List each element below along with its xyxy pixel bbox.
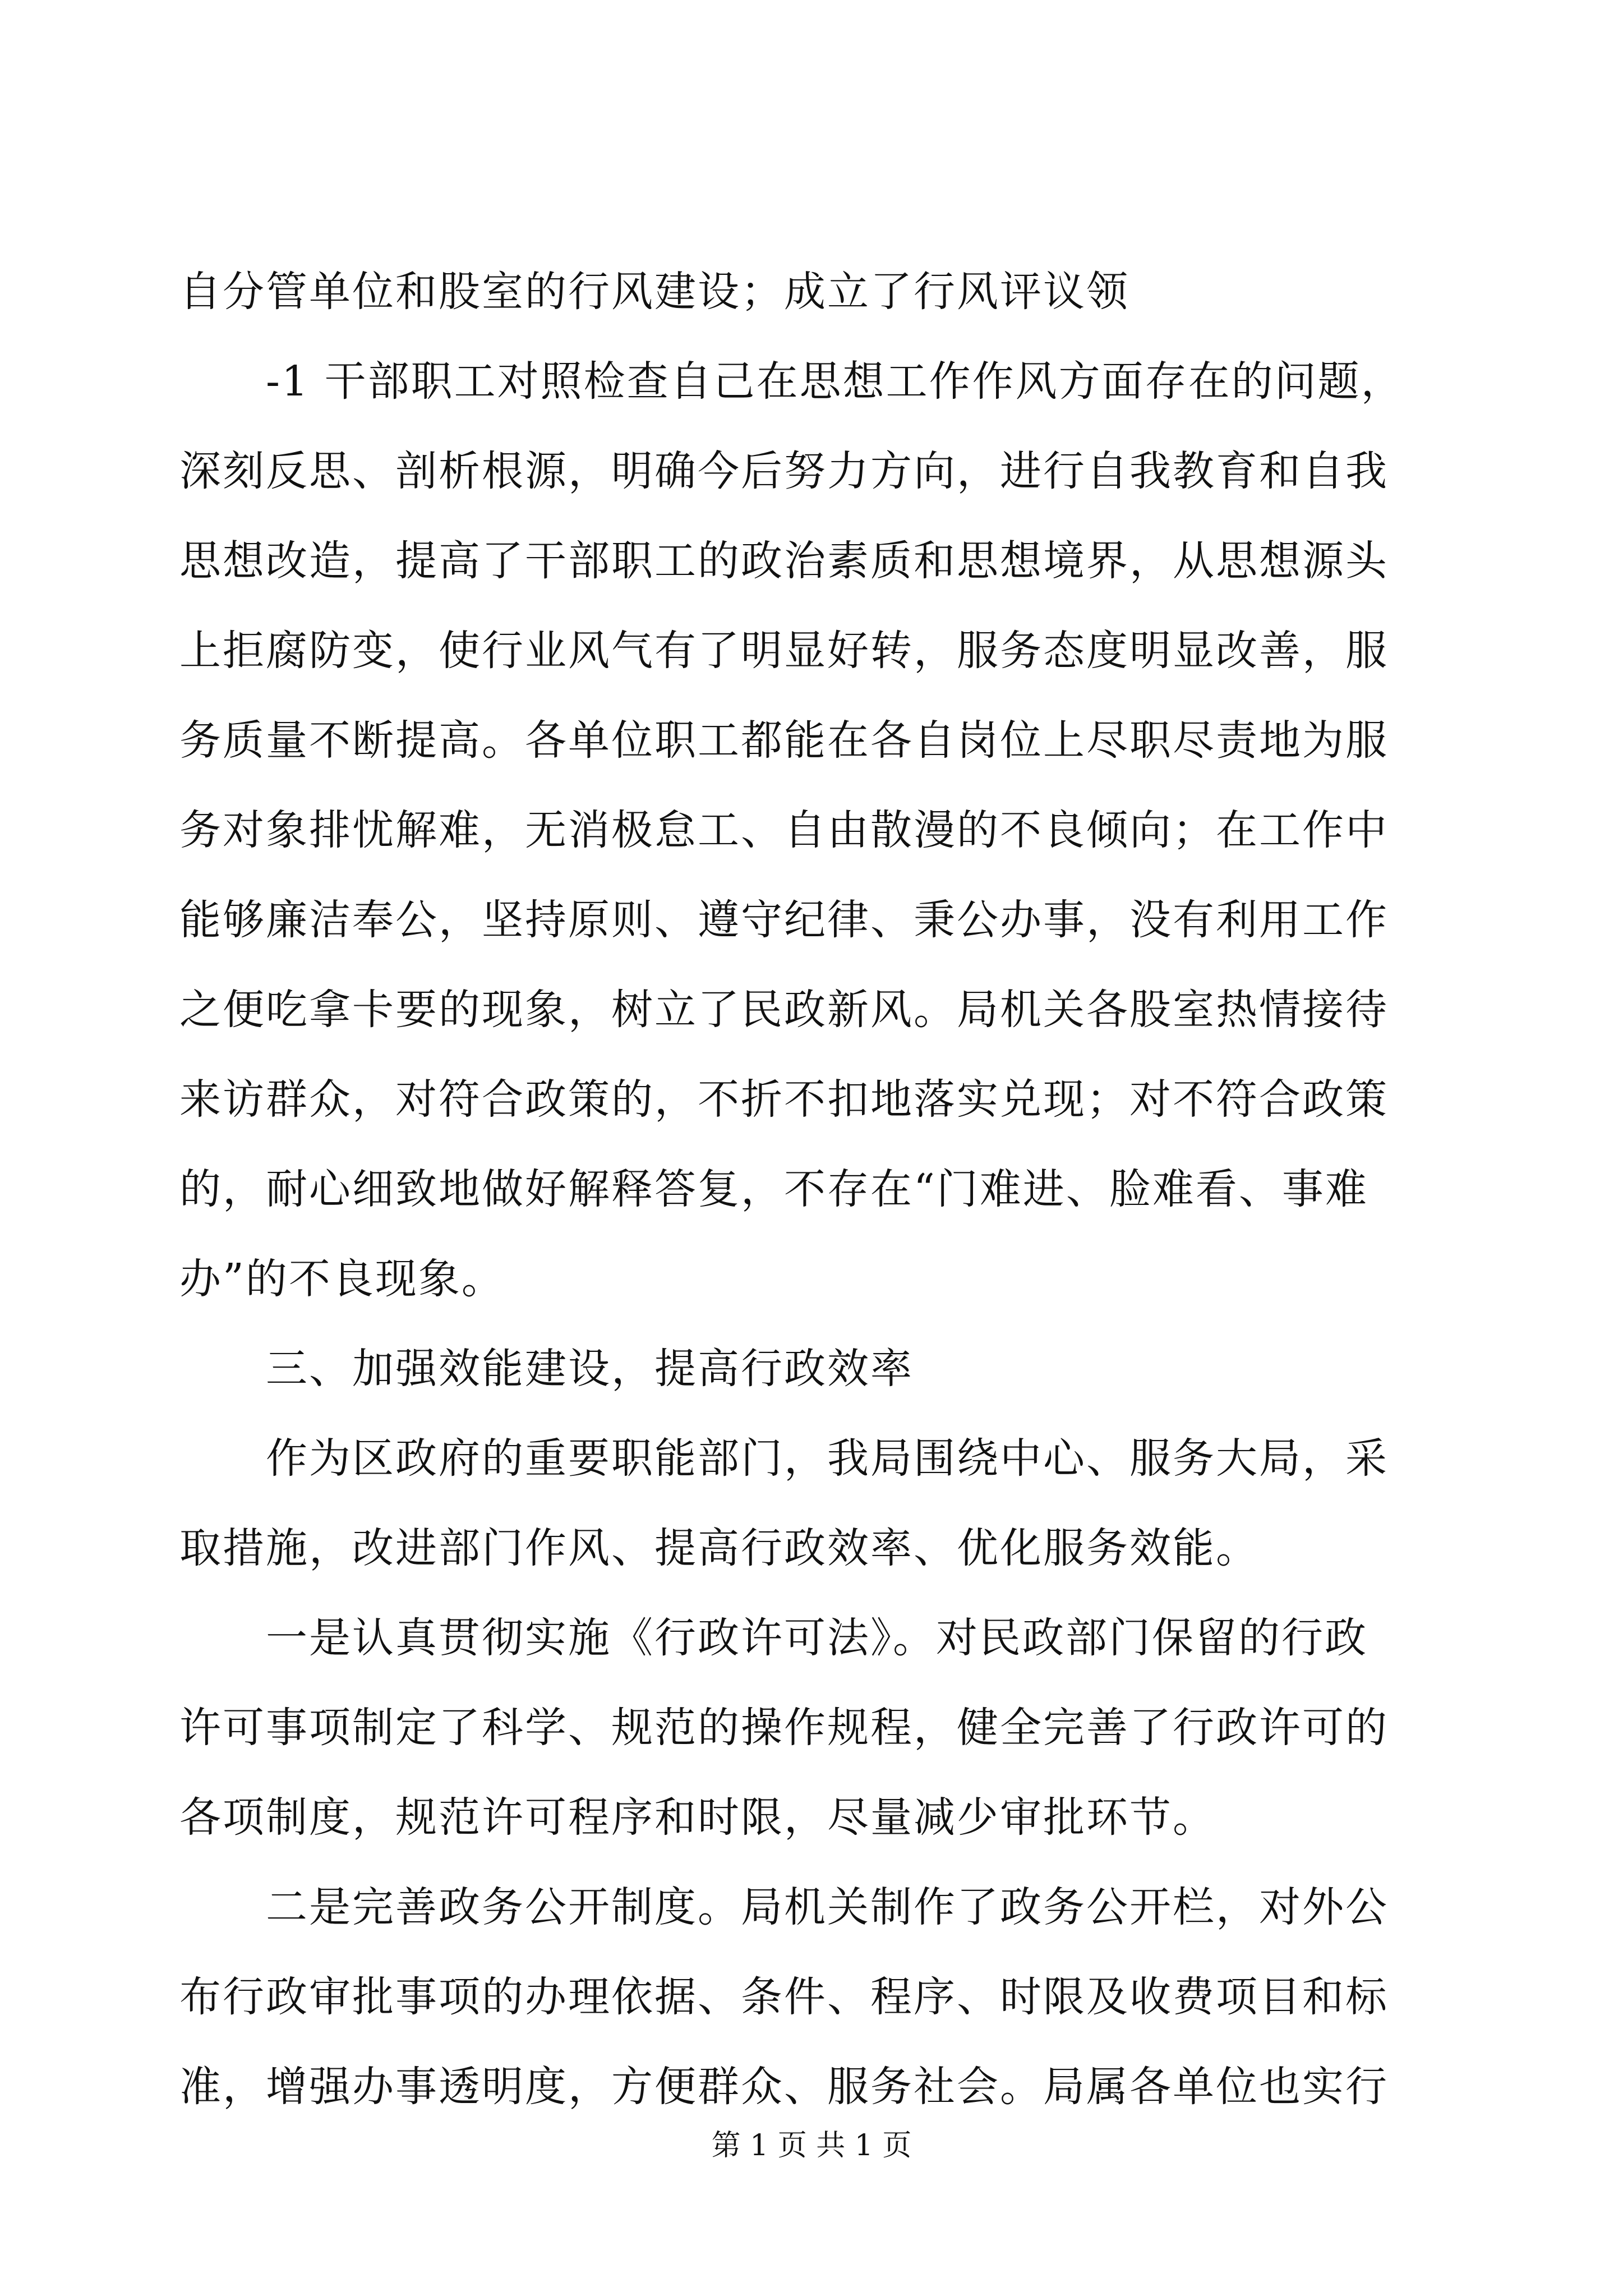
text-line: 自分管单位和股室的行风建设；成立了行风评议领 xyxy=(179,268,1129,316)
text-line: 思想改造，提高了干部职工的政治素质和思想境界，从思想源头 xyxy=(179,537,1389,585)
text-line: 作为区政府的重要职能部门，我局围绕中心、服务大局，采 xyxy=(179,1434,1389,1483)
text-line: -1 干部职工对照检查自己在思想工作作风方面存在的问题， xyxy=(179,357,1404,406)
text-line: 来访群众，对符合政策的，不折不扣地落实兑现；对不符合政策 xyxy=(179,1075,1389,1124)
text-line: 一是认真贯彻实施《行政许可法》。对民政部门保留的行政 xyxy=(179,1614,1368,1662)
text-line: 务质量不断提高。各单位职工都能在各自岗位上尽职尽责地为服 xyxy=(179,716,1389,765)
text-line: 准，增强办事透明度，方便群众、服务社会。局属各单位也实行 xyxy=(179,2063,1389,2111)
text-line: 二是完善政务公开制度。局机关制作了政务公开栏，对外公 xyxy=(179,1883,1389,1931)
text-line: 务对象排忧解难，无消极怠工、自由散漫的不良倾向；在工作中 xyxy=(179,806,1389,854)
text-line: 各项制度，规范许可程序和时限，尽量减少审批环节。 xyxy=(179,1793,1216,1842)
section-heading: 三、加强效能建设，提高行政效率 xyxy=(179,1345,914,1393)
text-line: 之便吃拿卡要的现象，树立了民政新风。局机关各股室热情接待 xyxy=(179,986,1389,1034)
text-line: 上拒腐防变，使行业风气有了明显好转，服务态度明显改善，服 xyxy=(179,627,1389,675)
text-line: 能够廉洁奉公，坚持原则、遵守纪律、秉公办事，没有利用工作 xyxy=(179,896,1389,944)
page-number-footer: 第 1 页 共 1 页 xyxy=(711,2129,912,2162)
text-line: 取措施，改进部门作风、提高行政效率、优化服务效能。 xyxy=(179,1524,1259,1572)
text-line: 深刻反思、剖析根源，明确今后努力方向，进行自我教育和自我 xyxy=(179,447,1389,495)
text-line: 布行政审批事项的办理依据、条件、程序、时限及收费项目和标 xyxy=(179,1973,1389,2021)
text-line: 许可事项制定了科学、规范的操作规程，健全完善了行政许可的 xyxy=(179,1704,1389,1752)
text-line: 办”的不良现象。 xyxy=(179,1255,505,1303)
text-line: 的，耐心细致地做好解释答复，不存在“门难进、脸难看、事难 xyxy=(179,1165,1368,1213)
